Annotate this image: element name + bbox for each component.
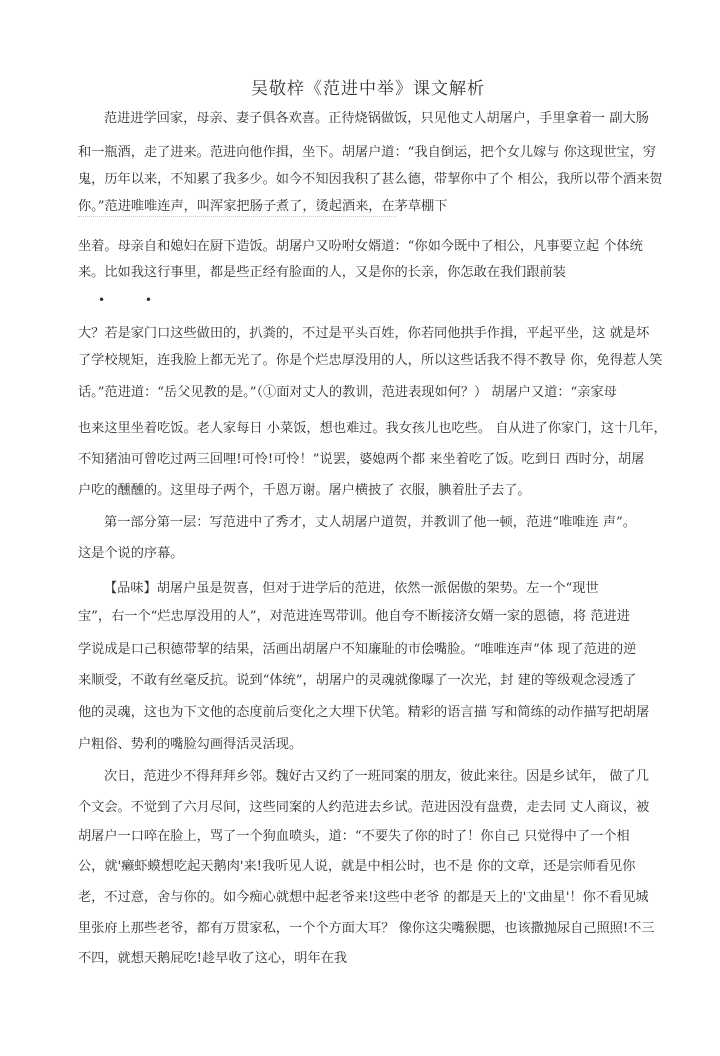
ellipsis-dots: • •: [98, 293, 170, 307]
text-line: 胡屠户一口啐在脸上，骂了一个狗血喷头，道：“不要失了你的时了！你自己 只觉得中了一个相: [78, 829, 630, 844]
text-line: 来。比如我这行事里，都是些正经有脸面的人，又是你的长亲，你怎敢在我们跟前装: [78, 265, 566, 280]
text-line: 学说成是口己积德带挈的结果，活画出胡屠户不知廉耻的市侩嘴脸。“唯唯连声”体 现了范进的逆: [78, 642, 637, 657]
text-line: 你。”范进唯唯连声，叫浑家把肠子煮了，烫起酒来，在茅草棚下: [78, 199, 448, 214]
document-page: [78, 0, 667, 1056]
text-line: 坐着。母亲自和媳妇在厨下造饭。胡屠户又吩咐女婿道：“你如今既中了相公，凡事要立起 个体统: [78, 239, 643, 254]
text-line: 里张府上那些老爷，都有万贯家私，一个个方面大耳？ 像你这尖嘴猴腮，也该撒抛尿自己照照!不三: [78, 921, 655, 936]
text-line: 宝”，右一个“烂忠厚没用的人”，对范进连骂带训。他自夸不断接济女婿一家的恩德，将 范进进: [78, 609, 630, 624]
text-line: 【品味】胡屠户虽是贺喜，但对于进学后的范进，依然一派倨傲的架势。左一个“现世: [104, 581, 599, 596]
text-line: 第一部分第一层：写范进中了秀才，丈人胡屠户道贺，并教训了他一顿，范进“唯唯连 声”。: [104, 515, 636, 530]
text-line: 次日，范进少不得拜拜乡邻。魏好古又约了一班同案的朋友，彼此来往。因是乡试年， 做了几: [104, 769, 649, 784]
text-line: 不知猪油可曾吃过两三回哩!可怜!可怜！”说罢，婆媳两个都 来坐着吃了饭。吃到日 西时分，胡屠: [78, 452, 645, 467]
text-line: 了学校规矩，连我脸上都无光了。你是个烂忠厚没用的人，所以这些话我不得不教导 你，免得惹人笑: [78, 353, 663, 368]
text-line: 范进进学回家，母亲、妻子俱各欢喜。正待烧锅做饭，只见他丈人胡屠户，手里拿着一 副大肠: [104, 111, 649, 126]
text-line: 户吃的醺醺的。这里母子两个，千恩万谢。屠户横披了 衣服，腆着肚子去了。: [78, 483, 531, 498]
text-line: 公，就'癞虾蟆想吃起天鹅肉'来!我听见人说，就是中相公时，也不是 你的文章，还是宗师看见你: [78, 859, 636, 874]
document-title: 吴敬梓《范进中举》课文解析: [251, 79, 485, 99]
text-line: 户粗俗、势利的嘴脸勾画得活灵活现。: [78, 737, 303, 752]
text-line: 个文会。不觉到了六月尽间，这些同案的人约范进去乡试。范进因没有盘费，走去同 丈人商议，被: [78, 800, 650, 815]
text-line: 他的灵魂，这也为下文他的态度前后变化之大埋下伏笔。精彩的语言描 写和简练的动作描写把胡屠: [78, 705, 650, 720]
text-line: 和一瓶酒，走了进来。范进向他作揖，坐下。胡屠户道：“我自倒运，把个女儿嫁与 你这现世宝，穷: [78, 145, 656, 160]
text-line: 鬼，历年以来，不知累了我多少。如今不知因我积了甚么德，带挈你中了个 相公，我所以带个酒来贺: [78, 172, 663, 187]
text-line: 不四，就想天鹅屁吃!趁早收了这心，明年在我: [78, 951, 348, 966]
scan-divider: [78, 216, 396, 217]
text-line: 老，不过意，舍与你的。如今痴心就想中起老爷来!这些中老爷 的都是天上的'文曲星'！你不看见城: [78, 890, 649, 905]
text-line: 话。”范进道：“岳父见教的是。”（①面对丈人的教训，范进表现如何？） 胡屠户又道：“亲家母: [78, 385, 617, 400]
text-line: 也来这里坐着吃饭。老人家每日 小菜饭，想也难过。我女孩儿也吃些。 自从进了你家门，这十几年，: [78, 421, 667, 436]
text-line: 这是个说的序幕。: [78, 546, 184, 561]
text-line: 来顺受，不敢有丝毫反抗。说到“体统”，胡屠户的灵魂就像曝了一次光，封 建的等级观念浸透了: [78, 673, 637, 688]
text-line: 大？若是家门口这些做田的，扒粪的，不过是平头百姓，你若同他拱手作揖，平起平坐，这 就是坏: [78, 326, 650, 341]
